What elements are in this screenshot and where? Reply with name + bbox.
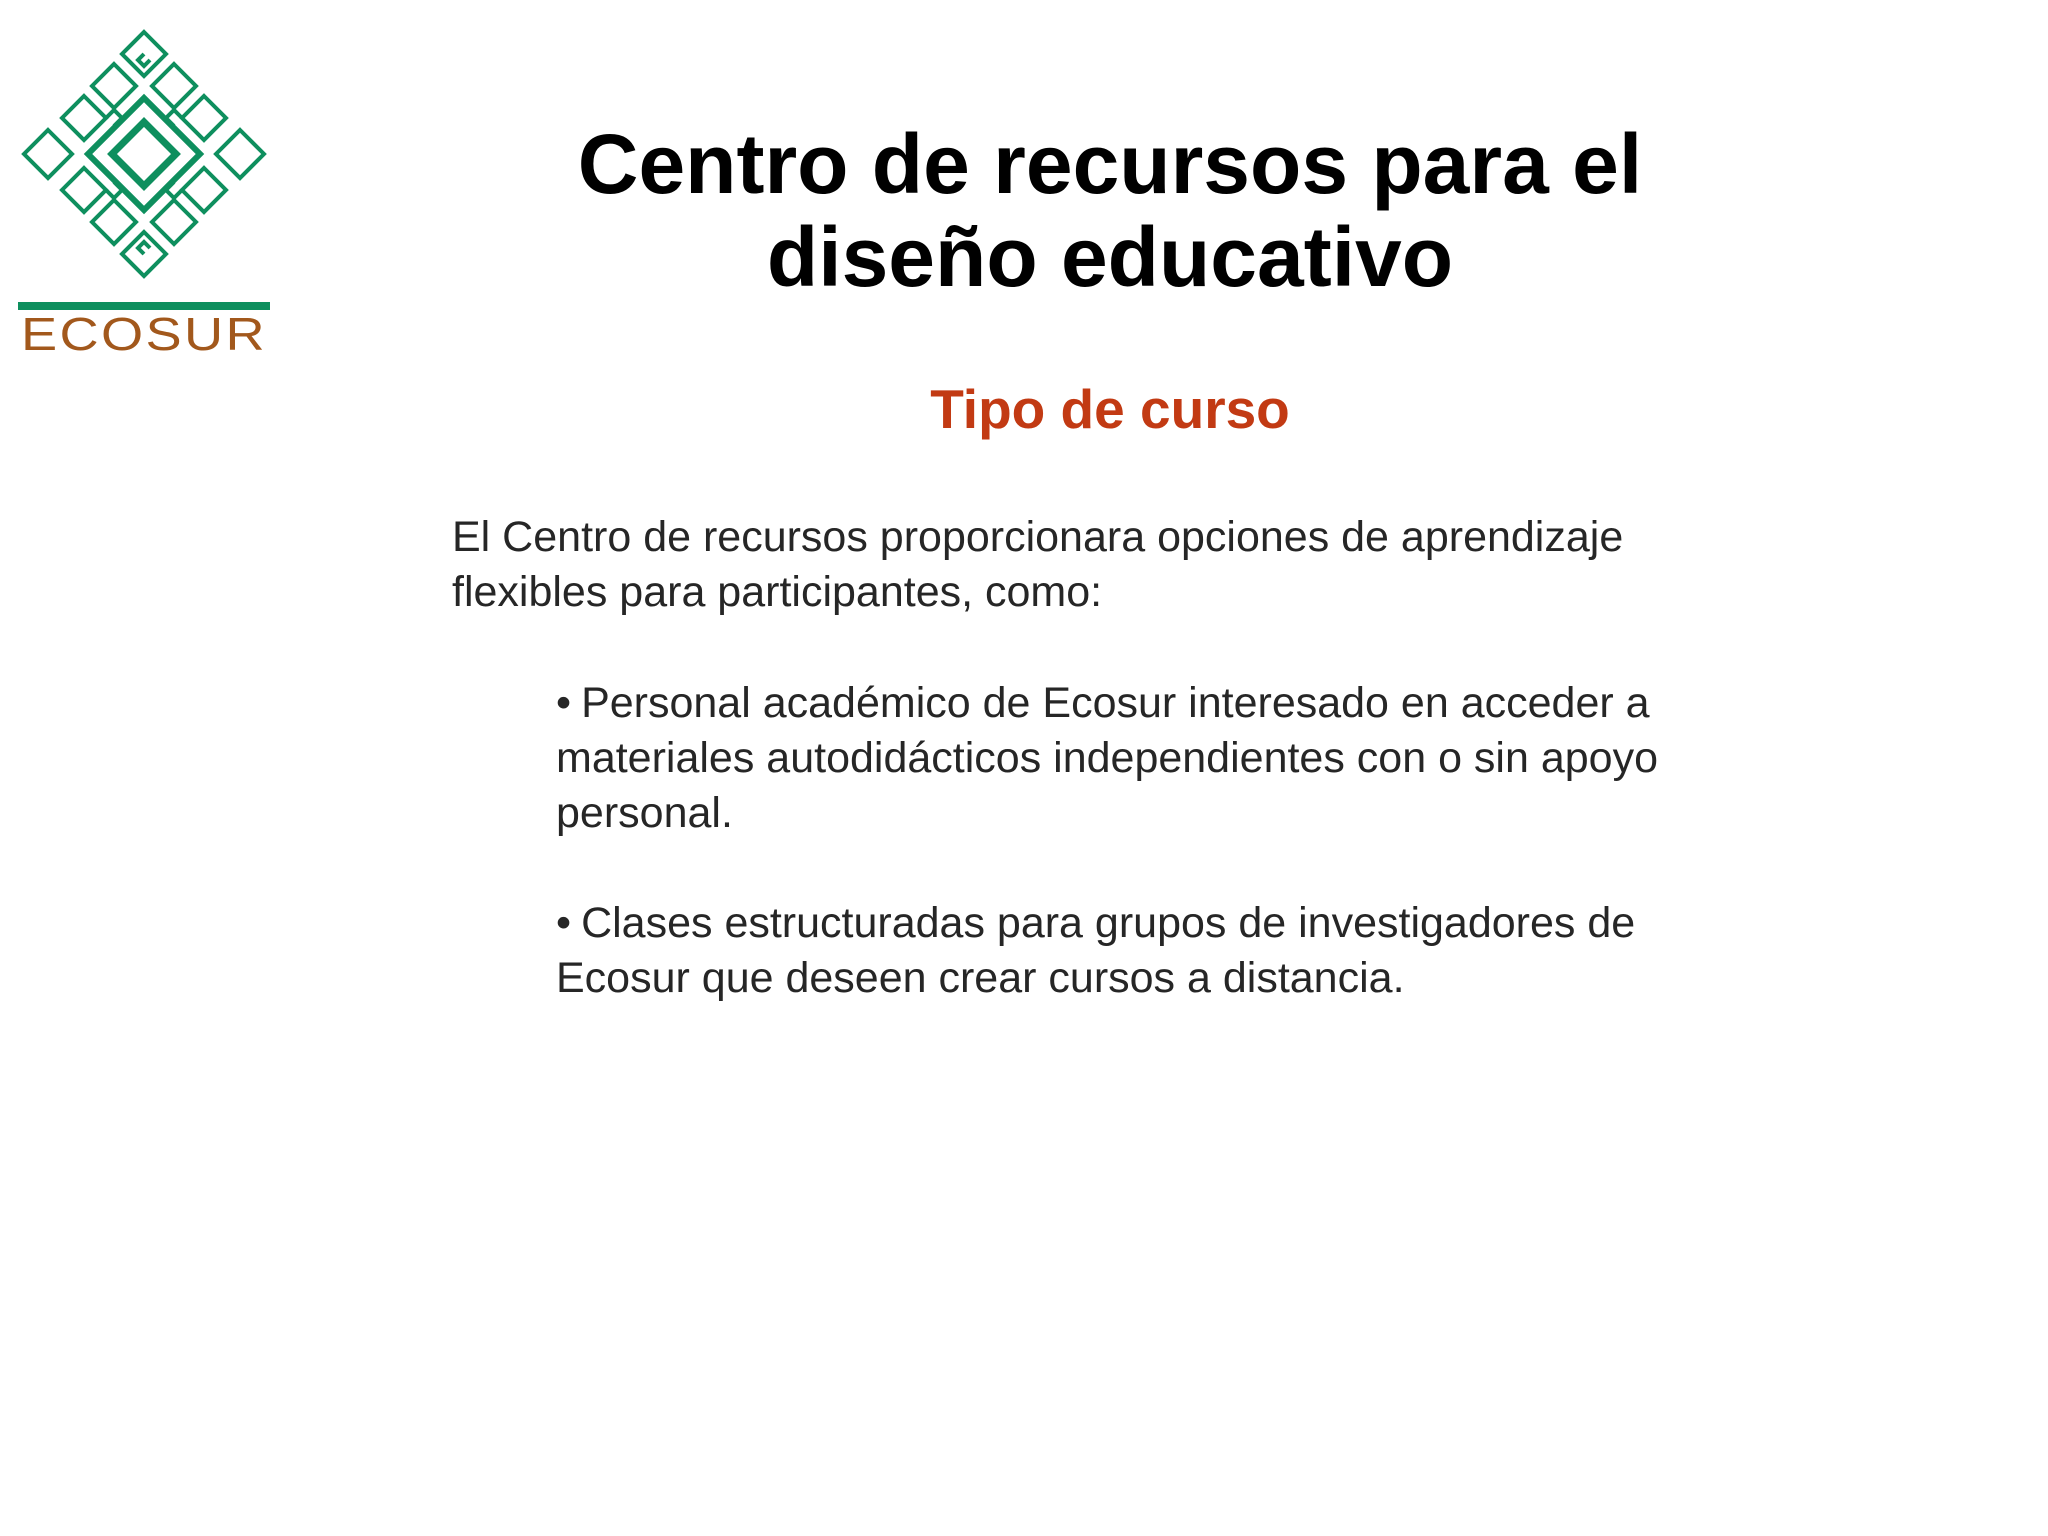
intro-line: El Centro de recursos proporcionara opciones de aprendizaje: [452, 513, 1624, 561]
bullet-marker: •: [556, 679, 572, 727]
bullet-item: [556, 676, 1756, 841]
intro-line: flexibles para participantes, como:: [452, 568, 1103, 616]
title-line: Centro de recursos para el: [577, 117, 1643, 211]
slide-subtitle: Tipo de curso: [930, 378, 1290, 440]
bullet-marker: •: [556, 899, 572, 947]
bullet-line: Clases estructuradas para grupos de investigadores de: [581, 899, 1636, 947]
bullet-line: Ecosur que deseen crear cursos a distancia.: [556, 954, 1405, 1002]
bullet-item: [556, 896, 1756, 1006]
title-line: diseño educativo: [766, 210, 1454, 304]
intro-paragraph: [452, 510, 1752, 620]
bullet-line: materiales autodidácticos independientes con o sin apoyo: [556, 734, 1659, 782]
ecosur-logo: [14, 26, 274, 356]
slide-title: [560, 118, 1660, 304]
bullet-line: personal.: [556, 789, 733, 837]
logo-text: ECOSUR: [21, 308, 267, 356]
bullet-line: Personal académico de Ecosur interesado en acceder a: [581, 679, 1650, 727]
